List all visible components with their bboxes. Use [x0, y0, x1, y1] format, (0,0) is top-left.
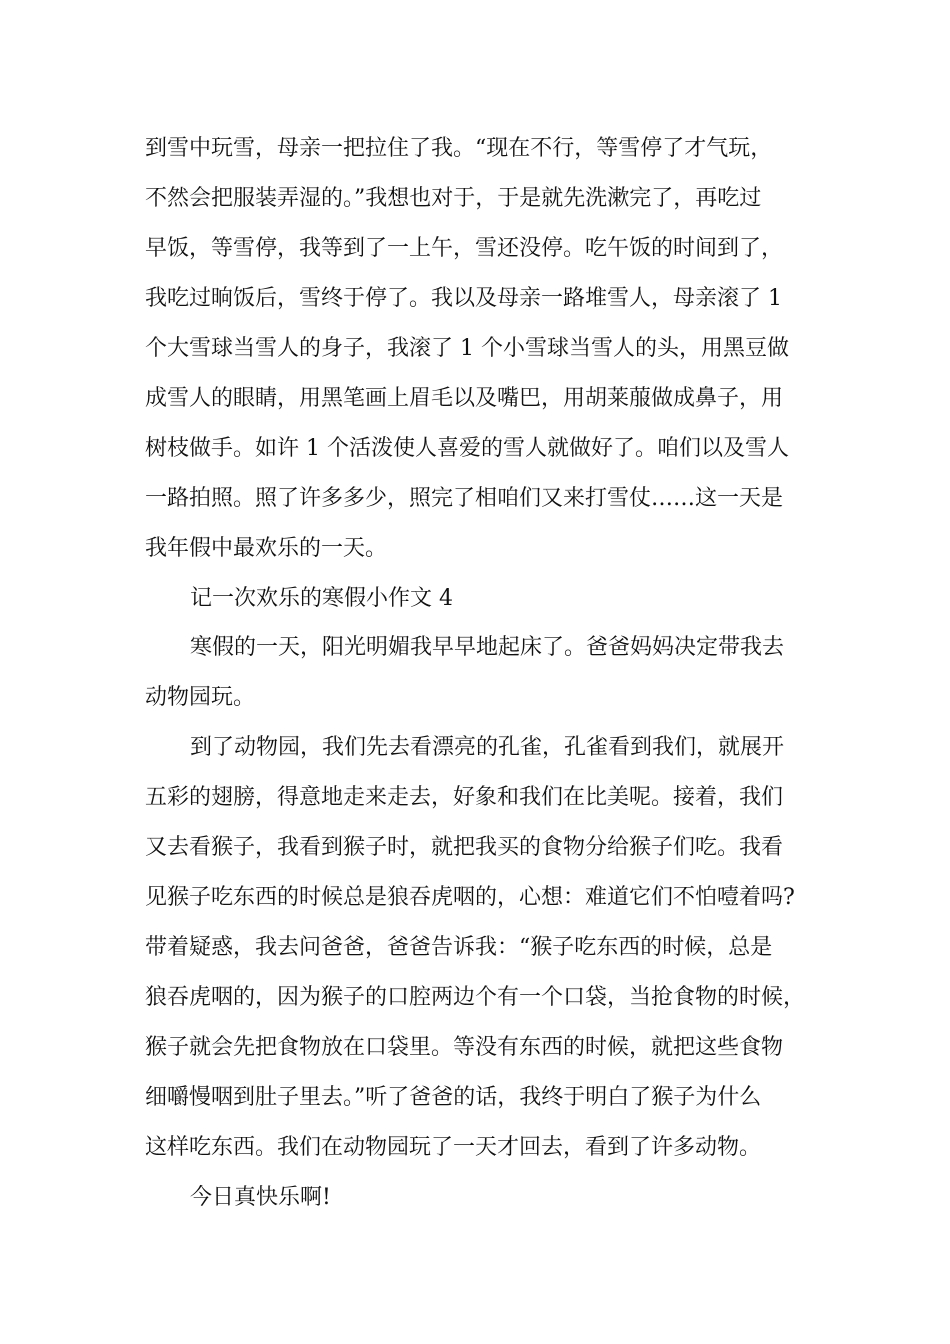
text-line: 这样吃东西。我们在动物园玩了一天才回去，看到了许多动物。: [145, 1135, 762, 1160]
text-line: 不然会把服装弄湿的。”我想也对于，于是就先洗漱完了，再吃过: [145, 186, 762, 211]
text-line: 见猴子吃东西的时候总是狼吞虎咽的，心想：难道它们不怕噎着吗?: [145, 885, 795, 910]
text-line: 动物园玩。: [145, 685, 256, 710]
text-line: 成雪人的眼睛，用黑笔画上眉毛以及嘴巴，用胡莱菔做成鼻子，用: [145, 386, 784, 411]
text-line: 五彩的翅膀，得意地走来走去，好象和我们在比美呢。接着，我们: [145, 785, 784, 810]
text-line: 到了动物园，我们先去看漂亮的孔雀，孔雀看到我们，就展开: [190, 735, 785, 760]
section-heading: 记一次欢乐的寒假小作文 4: [190, 586, 453, 611]
text-line: 到雪中玩雪，母亲一把拉住了我。“现在不行，等雪停了才气玩，: [145, 136, 773, 161]
text-line: 带着疑惑，我去问爸爸，爸爸告诉我：“猴子吃东西的时候，总是: [145, 935, 773, 960]
text-line: 我年假中最欢乐的一天。: [145, 536, 388, 561]
text-line: 又去看猴子，我看到猴子时，就把我买的食物分给猴子们吃。我看: [145, 835, 784, 860]
text-line: 个大雪球当雪人的身子，我滚了 1 个小雪球当雪人的头，用黑豆做: [145, 336, 789, 361]
text-line: 狼吞虎咽的，因为猴子的口腔两边个有一个口袋，当抢食物的时候，: [145, 985, 806, 1010]
text-line: 今日真快乐啊!: [190, 1185, 331, 1210]
text-line: 寒假的一天，阳光明媚我早早地起床了。爸爸妈妈决定带我去: [190, 635, 785, 660]
text-line: 早饭，等雪停，我等到了一上午，雪还没停。吃午饭的时间到了，: [145, 236, 784, 261]
text-line: 细嚼慢咽到肚子里去。”听了爸爸的话，我终于明白了猴子为什么: [145, 1085, 762, 1110]
text-line: 猴子就会先把食物放在口袋里。等没有东西的时候，就把这些食物: [145, 1035, 784, 1060]
text-line: 一路拍照。照了许多多少，照完了相咱们又来打雪仗……这一天是: [145, 486, 784, 511]
text-line: 树枝做手。如许 1 个活泼使人喜爱的雪人就做好了。咱们以及雪人: [145, 436, 789, 461]
text-line: 我吃过晌饭后，雪终于停了。我以及母亲一路堆雪人，母亲滚了 1: [145, 286, 782, 311]
